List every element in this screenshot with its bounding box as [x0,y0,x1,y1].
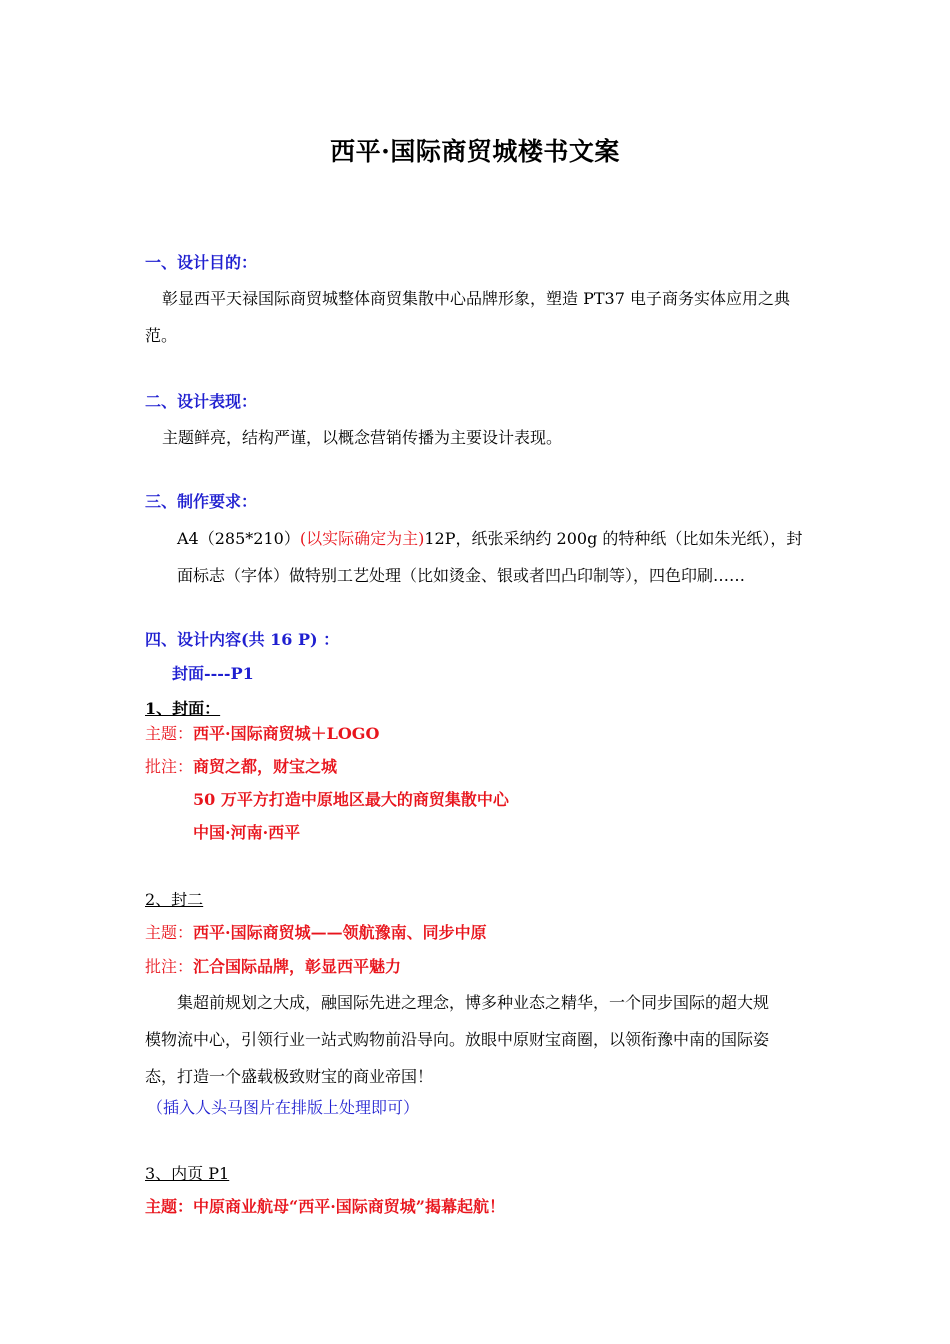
theme-label: 主题： [145,724,194,743]
spec-text: A4（285*210） [177,529,300,548]
section-heading-production-requirements: 三、制作要求： [145,492,258,511]
spec-text: 12P，纸张采纳约 200g 的特种纸（比如朱光纸），封 [424,529,803,548]
paragraph-line: 态，打造一个盛载极致财宝的商业帝国！ [145,1067,434,1086]
item-heading-inside-cover: 2、封二 [145,890,204,909]
subheading-cover: 封面----P1 [172,664,254,683]
paragraph-line: 面标志（字体）做特别工艺处理（比如烫金、银或者凹凸印制等），四色印刷…… [177,566,746,585]
section-heading-design-content: 四、设计内容(共 16 P) ： [145,630,340,649]
item-note [145,957,401,977]
note-text: 汇合国际品牌，彰显西平魅力 [193,957,402,976]
note-label: 批注： [145,957,194,976]
theme-text: 西平·国际商贸城——领航豫南、同步中原 [193,923,487,942]
item-heading-inner-page: 3、内页 P1 [145,1164,230,1183]
note-line: 中国·河南·西平 [193,823,301,842]
paragraph-line: 范。 [145,326,178,345]
note-line: 50 万平方打造中原地区最大的商贸集散中心 [193,790,509,809]
theme-text: 西平·国际商贸城＋LOGO [193,724,380,743]
item-note [145,757,337,777]
document-title: 西平·国际商贸城楼书文案 [330,137,620,166]
item-theme [145,923,487,943]
paragraph-line [177,526,802,549]
paragraph-line: 彰显西平天禄国际商贸城整体商贸集散中心品牌形象，塑造 PT37 电子商务实体应用之典 [162,289,790,308]
note-label: 批注： [145,757,194,776]
paragraph-line: 模物流中心，引领行业一站式购物前沿导向。放眼中原财宝商圈，以领衔豫中南的国际姿 [145,1030,770,1049]
item-heading-cover: 1、封面： [145,699,221,718]
paragraph-line: 集超前规划之大成，融国际先进之理念，博多种业态之精华，一个同步国际的超大规 [177,993,770,1012]
section-heading-design-expression: 二、设计表现： [145,392,258,411]
theme-label: 主题： [145,923,194,942]
insert-image-note: （插入人头马图片在排版上处理即可） [147,1098,420,1117]
section-heading-design-purpose: 一、设计目的： [145,253,258,272]
item-theme [145,724,379,744]
item-theme: 主题：中原商业航母“西平·国际商贸城”揭幕起航！ [145,1197,505,1216]
spec-note-red: (以实际确定为主) [299,529,425,548]
note-text: 商贸之都，财宝之城 [193,757,338,776]
paragraph-line: 主题鲜亮，结构严谨，以概念营销传播为主要设计表现。 [162,428,563,447]
